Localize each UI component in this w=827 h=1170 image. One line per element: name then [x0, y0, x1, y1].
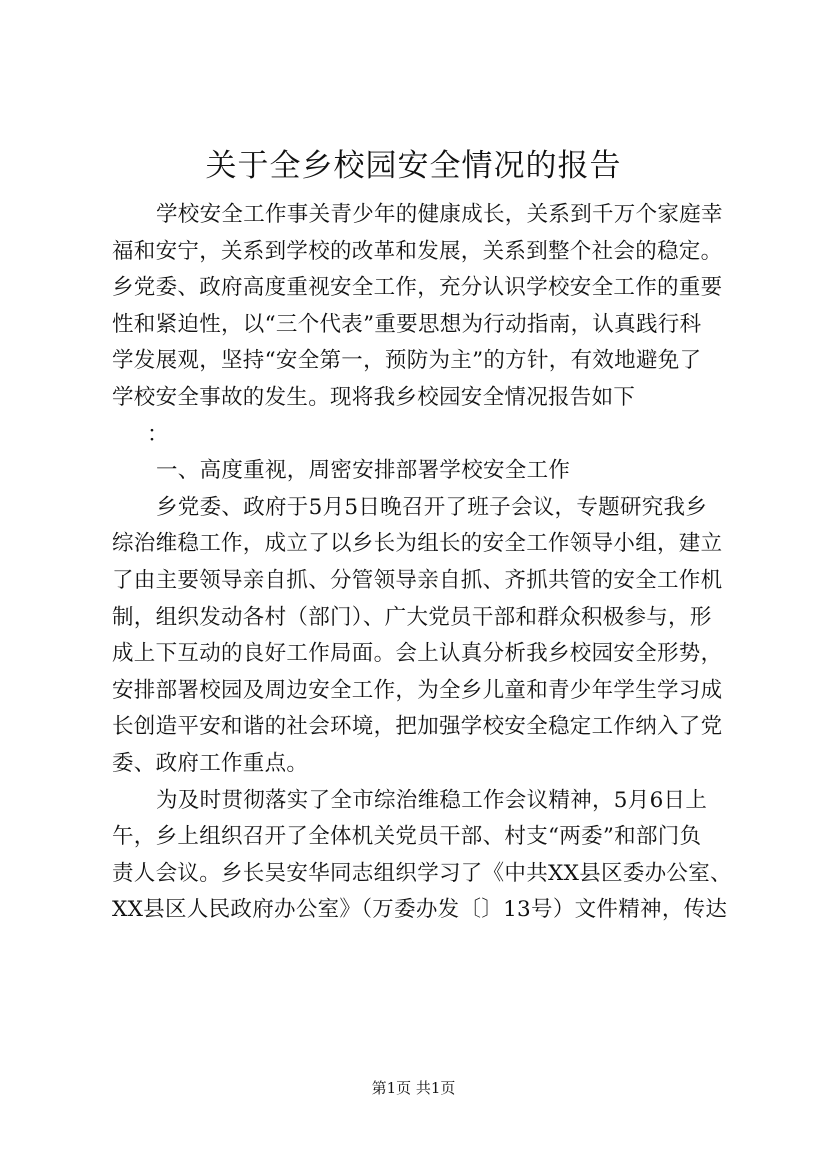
body-line: 了由主要领导亲自抓、分管领导亲自抓、齐抓共管的安全工作机: [112, 567, 723, 593]
document-body: [112, 197, 752, 929]
body-line: 福和安宁，关系到学校的改革和发展，关系到整个社会的稳定。: [112, 238, 723, 264]
body-line: 学校安全工作事关青少年的健康成长，关系到千万个家庭幸: [156, 202, 723, 227]
body-line: 为及时贯彻落实了全市综治维稳工作会议精神，5月6日上: [156, 787, 708, 813]
body-line: XX县区人民政府办公室》（万委办发〔〕13号）文件精神，传达: [112, 897, 728, 923]
document-title: 关于全乡校园安全情况的报告: [205, 148, 622, 184]
body-line: 乡党委、政府高度重视安全工作，充分认识学校安全工作的重要: [112, 275, 723, 301]
page-number-footer: 第1页 共1页: [371, 1079, 456, 1097]
body-line: 责人会议。乡长吴安华同志组织学习了《中共XX县区委办公室、: [112, 860, 732, 886]
body-line: 综治维稳工作，成立了以乡长为组长的安全工作领导小组，建立: [112, 531, 723, 557]
body-line: 长创造平安和谐的社会环境，把加强学校安全稳定工作纳入了党: [112, 714, 723, 740]
body-line: 委、政府工作重点。: [112, 750, 309, 776]
body-line: 学发展观，坚持“安全第一，预防为主”的方针，有效地避免了: [112, 348, 702, 374]
section-heading: 一、高度重视，周密安排部署学校安全工作: [156, 458, 571, 484]
body-line: 安排部署校园及周边安全工作，为全乡儿童和青少年学生学习成: [112, 677, 723, 703]
body-line: 乡党委、政府于5月5日晚召开了班子会议，专题研究我乡: [156, 494, 708, 520]
body-line: ：: [147, 421, 169, 447]
body-line: 制，组织发动各村（部门）、广大党员干部和群众积极参与，形: [112, 604, 712, 630]
body-line: 成上下互动的良好工作局面。会上认真分析我乡校园安全形势，: [112, 641, 723, 667]
body-line: 学校安全事故的发生。现将我乡校园安全情况报告如下: [112, 384, 636, 410]
body-line: 午，乡上组织召开了全体机关党员干部、村支“两委”和部门负: [112, 824, 702, 850]
body-line: 性和紧迫性，以“三个代表”重要思想为行动指南，认真践行科: [112, 311, 702, 337]
